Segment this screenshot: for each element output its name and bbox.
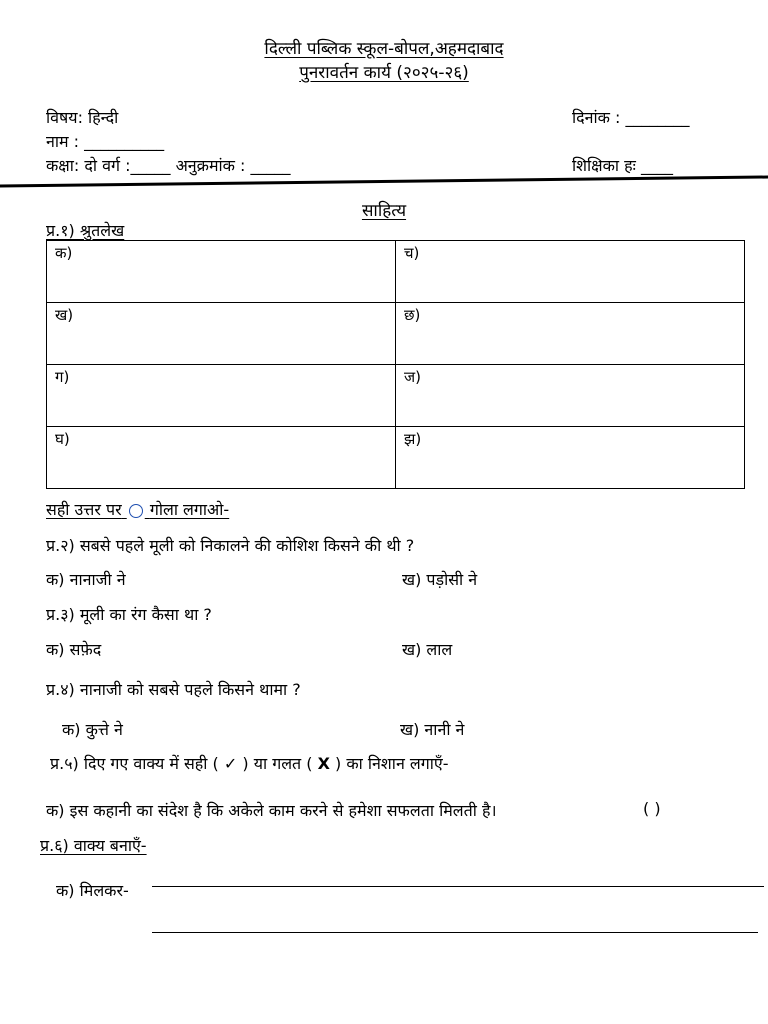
circle-icon <box>129 504 143 518</box>
dictation-cell[interactable]: ख) <box>47 303 396 365</box>
table-row <box>47 365 745 427</box>
subject-label: विषय: हिन्दी <box>46 108 119 127</box>
dictation-cell[interactable]: ज) <box>396 365 745 427</box>
table-row <box>47 241 745 303</box>
q1-title: प्र.१) श्रुतलेख <box>46 221 125 240</box>
dictation-cell[interactable]: ग) <box>47 365 396 427</box>
q2-option-a[interactable]: क) नानाजी ने <box>46 570 126 589</box>
class-roll-label: कक्षा: दो वर्ग :_____ अनुक्रमांक : _____ <box>46 156 291 175</box>
dictation-cell[interactable]: घ) <box>47 427 396 489</box>
tick-icon: ✓ <box>223 754 238 773</box>
circle-instruction-before: सही उत्तर पर <box>46 500 122 519</box>
q5-question <box>50 752 449 774</box>
q2-question: प्र.२) सबसे पहले मूली को निकालने की कोशिश किसने की थी ? <box>46 536 415 555</box>
q6-title: प्र.६) वाक्य बनाएँ- <box>40 836 147 855</box>
teacher-label: शिक्षिका हः ____ <box>572 156 673 175</box>
q2-option-b[interactable]: ख) पड़ोसी ने <box>402 570 478 589</box>
answer-line-2[interactable] <box>152 932 758 933</box>
q3-option-b[interactable]: ख) लाल <box>402 640 453 659</box>
name-label: नाम : __________ <box>46 132 165 151</box>
q4-option-a[interactable]: क) कुत्ते ने <box>62 720 123 739</box>
q5-question-start: प्र.५) दिए गए वाक्य में सही ( <box>50 754 219 773</box>
answer-line-1[interactable] <box>152 886 764 887</box>
q3-question: प्र.३) मूली का रंग कैसा था ? <box>46 605 212 624</box>
q6-item-a: क) मिलकर- <box>56 881 129 900</box>
circle-instruction-after: गोला लगाओ- <box>149 500 230 519</box>
dictation-cell[interactable]: छ) <box>396 303 745 365</box>
q5-question-mid: ) या गलत ( <box>242 754 313 773</box>
q5-statement: क) इस कहानी का संदेश है कि अकेले काम करने से हमेशा सफलता मिलती है। <box>46 801 497 820</box>
dictation-cell[interactable]: क) <box>47 241 396 303</box>
cross-icon: X <box>317 754 330 773</box>
dictation-cell[interactable]: च) <box>396 241 745 303</box>
q4-question: प्र.४) नानाजी को सबसे पहले किसने थामा ? <box>46 680 301 699</box>
dictation-cell[interactable]: झ) <box>396 427 745 489</box>
school-name: दिल्ली पब्लिक स्कूल-बोपल,अहमदाबाद <box>264 39 504 59</box>
header-divider <box>0 174 768 190</box>
table-row <box>47 303 745 365</box>
table-row <box>47 427 745 489</box>
q4-option-b[interactable]: ख) नानी ने <box>400 720 465 739</box>
section-title: साहित्य <box>361 201 407 221</box>
dictation-table <box>46 240 745 489</box>
date-label: दिनांक : ________ <box>572 108 690 127</box>
q5-question-end: ) का निशान लगाएँ- <box>335 754 449 773</box>
q3-option-a[interactable]: क) सफ़ेद <box>46 640 102 659</box>
circle-instruction <box>46 498 229 520</box>
q5-answer-box[interactable]: ( ) <box>643 799 661 818</box>
worksheet-title: पुनरावर्तन कार्य (२०२५-२६) <box>299 63 469 83</box>
